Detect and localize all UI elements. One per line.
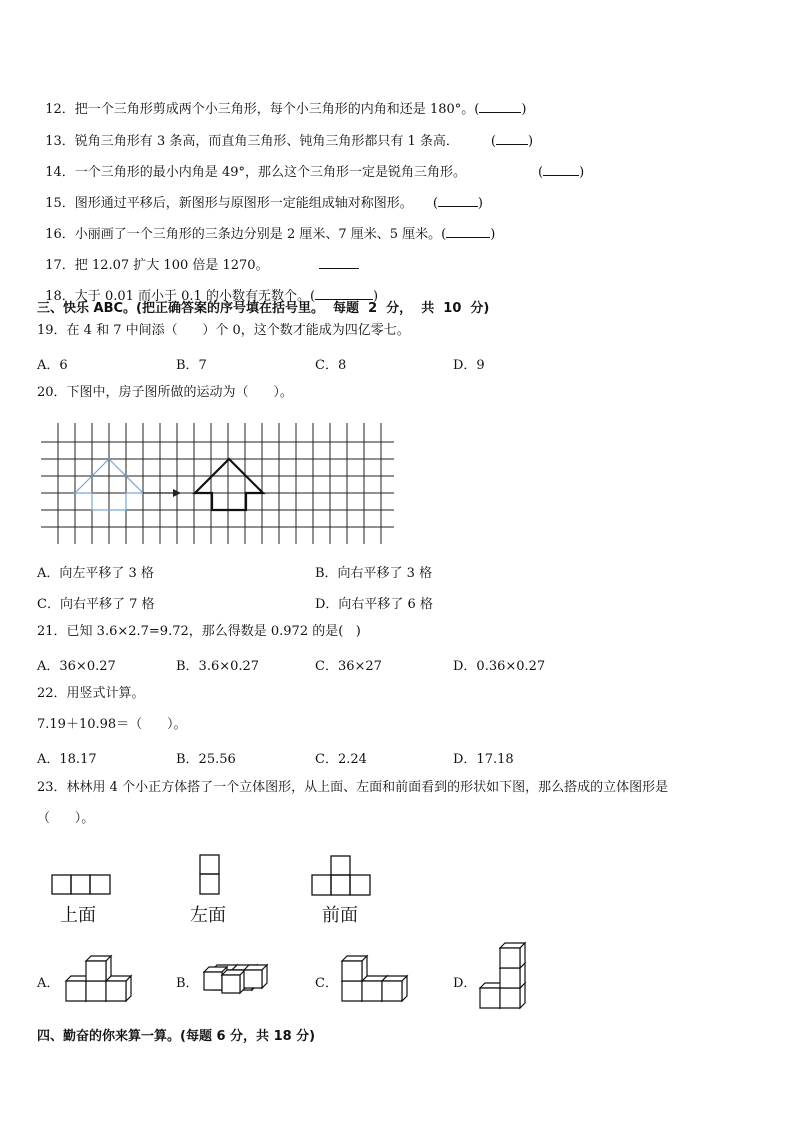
view-front — [312, 856, 370, 895]
q23-option-b[interactable]: B． — [176, 976, 199, 991]
section-3-heading: 三、快乐 ABC。(把正确答案的序号填在括号里。 每题 2 分， 共 10 分) — [37, 301, 490, 316]
question-14: 14．一个三角形的最小内角是 49°，那么这个三角形一定是锐角三角形。 ( ) — [45, 165, 585, 180]
answer-blank[interactable] — [319, 256, 359, 269]
q21-option-a[interactable]: A．36×0.27 — [37, 659, 116, 674]
q20-option-c[interactable]: C．向右平移了 7 格 — [37, 597, 155, 612]
answer-blank[interactable] — [543, 163, 579, 176]
question-18: 18．大于 0.01 而小于 0.1 的小数有无数个。( ) — [45, 289, 379, 304]
option-a-cubes — [66, 956, 131, 1001]
question-17-text: 17．把 12.07 扩大 100 倍是 1270。 — [45, 258, 269, 273]
answer-blank[interactable] — [446, 225, 490, 238]
q19-option-a[interactable]: A．6 — [37, 358, 68, 373]
section-4-heading: 四、勤奋的你来算一算。(每题 6 分，共 18 分) — [37, 1029, 316, 1044]
q22-option-b[interactable]: B．25.56 — [176, 752, 236, 767]
arrow-head-icon — [173, 489, 181, 497]
q21-option-d[interactable]: D．0.36×0.27 — [453, 659, 546, 674]
question-20: 20．下图中，房子图所做的运动为（ ）。 — [37, 385, 293, 400]
q23-option-a[interactable]: A． — [37, 976, 60, 991]
option-d-cubes — [480, 943, 525, 1008]
answer-blank[interactable] — [438, 194, 478, 207]
view-left — [200, 855, 219, 894]
q19-option-b[interactable]: B．7 — [176, 358, 207, 373]
question-16-text: 16．小丽画了一个三角形的三条边分别是 2 厘米、7 厘米、5 厘米。( — [45, 227, 447, 242]
q21-option-b[interactable]: B．3.6×0.27 — [176, 659, 260, 674]
question-17 — [37, 240, 359, 274]
question-12: 12．把一个三角形剪成两个小三角形，每个小三角形的内角和还是 180°。( ) — [45, 102, 527, 117]
q22-option-c[interactable]: C．2.24 — [315, 752, 367, 767]
q19-option-d[interactable]: D．9 — [453, 358, 485, 373]
question-19: 19．在 4 和 7 中间添（ ）个 0，这个数才能成为四亿零七。 — [37, 323, 410, 338]
answer-blank[interactable] — [496, 132, 528, 145]
moved-house-shape — [195, 459, 263, 510]
question-22-expression: 7.19＋10.98＝（ ）。 — [37, 717, 187, 732]
question-21: 21．已知 3.6×2.7=9.72，那么得数是 0.972 的是( ) — [37, 624, 361, 639]
q23-option-c[interactable]: C． — [315, 976, 338, 991]
question-18-text: 18．大于 0.01 而小于 0.1 的小数有无数个。( — [45, 289, 316, 304]
grid-lines — [41, 423, 394, 544]
question-12-text: 12．把一个三角形剪成两个小三角形，每个小三角形的内角和还是 180°。( — [45, 102, 480, 117]
view-label-top: 上面 — [60, 905, 96, 926]
q19-option-c[interactable]: C．8 — [315, 358, 347, 373]
answer-blank[interactable] — [479, 100, 521, 113]
question-15: 15．图形通过平移后，新图形与原图形一定能组成轴对称图形。 ( ) — [45, 196, 483, 211]
view-label-left: 左面 — [190, 905, 226, 926]
option-c-cubes — [342, 956, 407, 1001]
q21-option-c[interactable]: C．36×27 — [315, 659, 382, 674]
question-23-continued: （ ）。 — [37, 811, 95, 826]
q22-option-a[interactable]: A．18.17 — [37, 752, 97, 767]
question-15-text: 15．图形通过平移后，新图形与原图形一定能组成轴对称图形。 — [45, 196, 413, 211]
question-13: 13．锐角三角形有 3 条高，而直角三角形、钝角三角形都只有 1 条高． ( ) — [45, 134, 534, 149]
question-14-text: 14．一个三角形的最小内角是 49°，那么这个三角形一定是锐角三角形。 — [45, 165, 466, 180]
question-16: 16．小丽画了一个三角形的三条边分别是 2 厘米、7 厘米、5 厘米。( ) — [45, 227, 496, 242]
option-b-cubes — [204, 965, 267, 993]
q20-option-b[interactable]: B．向右平移了 3 格 — [315, 566, 433, 581]
question-13-text: 13．锐角三角形有 3 条高，而直角三角形、钝角三角形都只有 1 条高． — [45, 134, 459, 149]
question-23: 23．林林用 4 个小正方体搭了一个立体图形，从上面、左面和前面看到的形状如下图，那么搭成的立体图形是 — [37, 780, 669, 795]
q23-option-d[interactable]: D． — [453, 976, 477, 991]
q22-option-d[interactable]: D．17.18 — [453, 752, 514, 767]
q20-option-a[interactable]: A．向左平移了 3 格 — [37, 566, 154, 581]
original-house-shape — [75, 459, 143, 510]
translation-grid-figure — [41, 423, 394, 544]
question-22: 22．用竖式计算。 — [37, 686, 145, 701]
view-label-front: 前面 — [322, 905, 358, 926]
q20-option-d[interactable]: D．向右平移了 6 格 — [315, 597, 433, 612]
view-top — [52, 875, 110, 894]
